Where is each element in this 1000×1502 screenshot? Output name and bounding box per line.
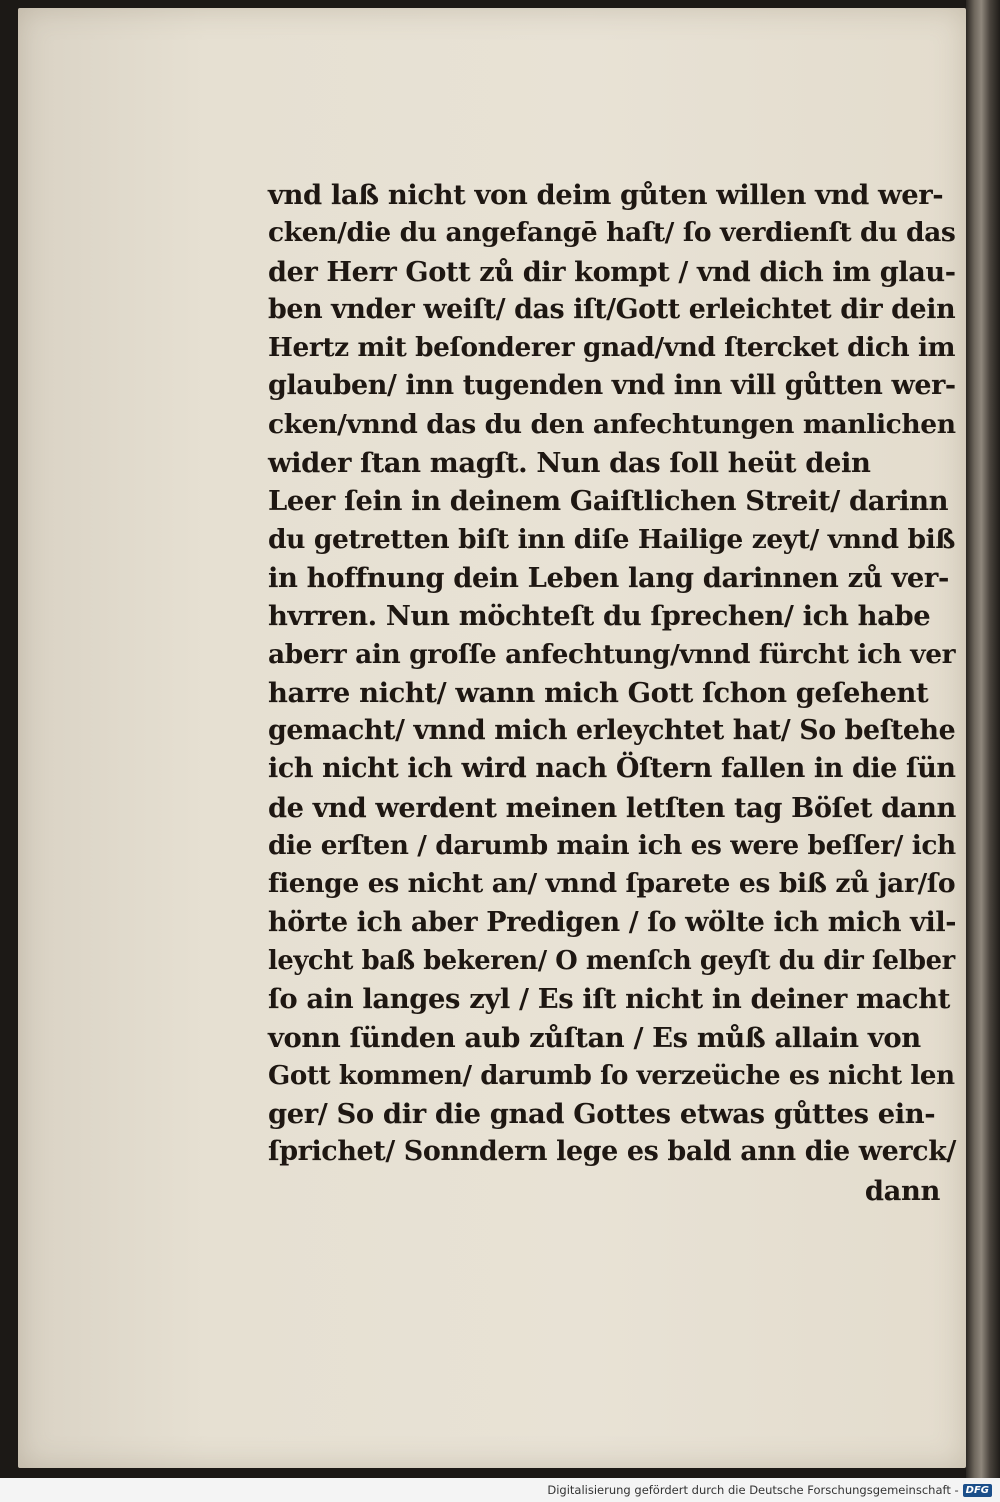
text-line: leycht baß bekeren/ O menſch geyſt du dir ſelber (268, 945, 955, 976)
text-line: hörte ich aber Predigen / ſo wölte ich mich vil- (268, 906, 957, 938)
catchword: dann (864, 1174, 940, 1207)
text-line: ſo ain langes zyl / Es iſt nicht in deiner macht (268, 983, 950, 1016)
text-line: de vnd werdent meinen letſten tag Böſet dann (268, 791, 956, 824)
text-line: glauben/ inn tugenden vnd inn vill gůtten wer- (268, 370, 956, 402)
text-line: Hertz mit beſonderer gnad/vnd ſtercket dich im (268, 332, 956, 364)
text-line: die erſten / darumb main ich es were beſſer/ ich (268, 830, 956, 862)
text-line: cken/vnnd das du den anfechtungen manlichen (268, 408, 956, 440)
text-line: ich nicht ich wird nach Öſtern fallen in die ſün (268, 753, 956, 785)
text-line: harre nicht/ wann mich Gott ſchon geſehent (268, 676, 929, 709)
text-line: Gott kommen/ darumb ſo verzeüche es nicht len (268, 1060, 955, 1091)
text-line: du getretten biſt inn diſe Hailige zeyt/ vnnd biß (268, 523, 955, 555)
text-block (268, 176, 956, 1210)
text-line: cken/die du angefangē haſt/ ſo verdienſt du das (268, 217, 956, 249)
footer-bar (0, 1478, 1000, 1502)
text-line: wider ſtan magſt. Nun das ſoll heüt dein (268, 447, 871, 480)
text-line: ſprichet/ Sonndern lege es bald ann die werck/ (268, 1136, 956, 1168)
dfg-logo: DFG (963, 1484, 992, 1497)
footer-credit: Digitalisierung gefördert durch die Deutsche Forschungsgemeinschaft - (547, 1483, 959, 1497)
text-line: vonn ſünden aub zůſtan / Es můß allain von (268, 1021, 921, 1054)
text-line: fienge es nicht an/ vnnd ſparete es biß zů jar/ſo (268, 868, 956, 900)
text-line: ben vnder weiſt/ das iſt/Gott erleichtet dir dein (268, 293, 956, 325)
text-line: vnd laß nicht von deim gůten willen vnd wer- (268, 179, 944, 211)
page-edge (966, 0, 1000, 1478)
text-line: gemacht/ vnnd mich erleychtet hat/ So beſtehe (268, 715, 956, 747)
text-line: hvrren. Nun möchteſt du ſprechen/ ich habe (268, 600, 931, 633)
text-line: in hoffnung dein Leben lang darinnen zů ver- (268, 561, 949, 594)
text-line: ger/ So dir die gnad Gottes etwas gůttes ein- (268, 1098, 936, 1131)
text-line: aberr ain groſſe anfechtung/vnnd fürcht ich ver (268, 638, 956, 670)
text-line: der Herr Gott zů dir kompt / vnd dich im glau- (268, 255, 956, 288)
text-line: Leer ſein in deinem Gaiſtlichen Streit/ darinn (268, 485, 949, 518)
